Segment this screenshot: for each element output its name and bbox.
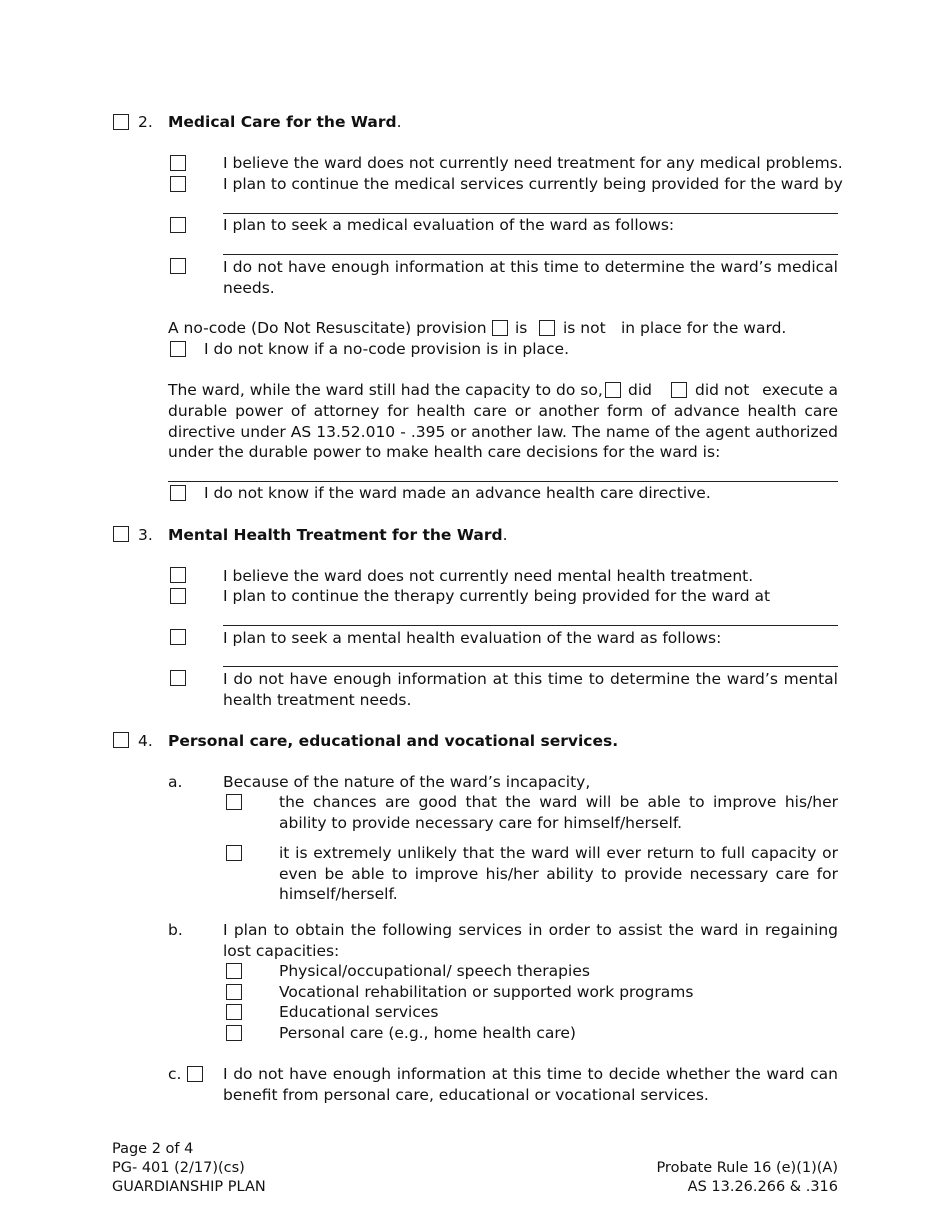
directive-unknown-label: I do not know if the ward made an advance health care directive. xyxy=(204,484,711,502)
service-therapies-checkbox[interactable] xyxy=(226,963,242,979)
service-vocational-checkbox[interactable] xyxy=(226,984,242,1000)
mental-evaluation-fill-line[interactable] xyxy=(223,666,838,667)
nocode-is-not-label: is not xyxy=(563,319,606,337)
medical-continue-label: I plan to continue the medical services currently being provided for the ward by xyxy=(223,175,843,193)
mental-no-treatment-checkbox[interactable] xyxy=(170,567,186,583)
section-2-checkbox[interactable] xyxy=(113,114,129,130)
section-4-number: 4. xyxy=(138,732,153,750)
medical-evaluation-checkbox[interactable] xyxy=(170,217,186,233)
medical-not-enough-label: I do not have enough information at this time to determine the ward’s medical needs. xyxy=(223,258,838,297)
item-c-text: I do not have enough information at this time to decide whether the ward can benefit from personal care, educational or vocational services. xyxy=(223,1065,838,1104)
section-3-number: 3. xyxy=(138,526,153,544)
agent-name-fill-line[interactable] xyxy=(168,481,838,482)
nocode-is-checkbox[interactable] xyxy=(492,320,508,336)
capacity-unlikely-label: it is extremely unlikely that the ward will ever return to full capacity or even be able to improve his/her ability to provide necessary care for himself/herself. xyxy=(279,844,838,903)
nocode-is-label: is xyxy=(515,319,528,337)
footer-form-id: PG- 401 (2/17)(cs) xyxy=(112,1160,245,1176)
medical-no-treatment-checkbox[interactable] xyxy=(170,155,186,171)
medical-not-enough-checkbox[interactable] xyxy=(170,258,186,274)
footer-form-title: GUARDIANSHIP PLAN xyxy=(112,1179,266,1195)
medical-no-treatment-label: I believe the ward does not currently need treatment for any medical problems. xyxy=(223,154,843,172)
section-4-checkbox[interactable] xyxy=(113,732,129,748)
footer-page-number: Page 2 of 4 xyxy=(112,1141,194,1157)
capacity-improve-checkbox[interactable] xyxy=(226,794,242,810)
section-3-title-period: . xyxy=(502,526,508,544)
nocode-suffix: in place for the ward. xyxy=(621,319,787,337)
footer-statute: AS 13.26.266 & .316 xyxy=(687,1179,838,1195)
medical-continue-checkbox[interactable] xyxy=(170,176,186,192)
service-educational-label: Educational services xyxy=(279,1003,439,1021)
nocode-unknown-label: I do not know if a no-code provision is in place. xyxy=(204,340,569,358)
item-b-label: b. xyxy=(168,921,183,939)
section-4-title: Personal care, educational and vocational services. xyxy=(168,732,619,750)
directive-did-not-checkbox[interactable] xyxy=(671,382,687,398)
directive-prefix: The ward, while the ward still had the capacity to do so, xyxy=(168,381,603,399)
section-3-title-text: Mental Health Treatment for the Ward xyxy=(168,526,503,544)
service-therapies-label: Physical/occupational/ speech therapies xyxy=(279,962,590,980)
section-2-title-text: Medical Care for the Ward xyxy=(168,113,397,131)
service-personal-care-checkbox[interactable] xyxy=(226,1025,242,1041)
medical-evaluation-label: I plan to seek a medical evaluation of the ward as follows: xyxy=(223,216,675,234)
directive-did-not-label: did not xyxy=(695,381,750,399)
item-a-intro: Because of the nature of the ward’s incapacity, xyxy=(223,773,591,791)
directive-did-checkbox[interactable] xyxy=(605,382,621,398)
mental-no-treatment-label: I believe the ward does not currently need mental health treatment. xyxy=(223,567,754,585)
medical-evaluation-fill-line[interactable] xyxy=(223,254,838,255)
capacity-improve-label: the chances are good that the ward will be able to improve his/her ability to provide necessary care for himself/herself. xyxy=(279,793,838,832)
service-vocational-label: Vocational rehabilitation or supported work programs xyxy=(279,983,694,1001)
section-2-title xyxy=(168,112,402,132)
capacity-unlikely-checkbox[interactable] xyxy=(226,845,242,861)
service-personal-care-label: Personal care (e.g., home health care) xyxy=(279,1024,576,1042)
mental-not-enough-label: I do not have enough information at this time to determine the ward’s mental health treatment needs. xyxy=(223,670,838,709)
mental-evaluation-checkbox[interactable] xyxy=(170,629,186,645)
mental-evaluation-label: I plan to seek a mental health evaluation of the ward as follows: xyxy=(223,629,722,647)
item-c-checkbox[interactable] xyxy=(187,1066,203,1082)
item-c-label: c. xyxy=(168,1065,182,1083)
nocode-is-not-checkbox[interactable] xyxy=(539,320,555,336)
mental-continue-fill-line[interactable] xyxy=(223,625,838,626)
section-2-title-period: . xyxy=(396,113,402,131)
nocode-unknown-checkbox[interactable] xyxy=(170,341,186,357)
mental-continue-checkbox[interactable] xyxy=(170,588,186,604)
item-a-label: a. xyxy=(168,773,183,791)
section-3-title xyxy=(168,525,508,545)
mental-continue-label: I plan to continue the therapy currently being provided for the ward at xyxy=(223,587,771,605)
directive-unknown-checkbox[interactable] xyxy=(170,485,186,501)
section-2-number: 2. xyxy=(138,113,153,131)
medical-continue-fill-line[interactable] xyxy=(223,213,838,214)
directive-line1-end: execute a xyxy=(762,381,838,399)
directive-did-label: did xyxy=(628,381,652,399)
section-3-checkbox[interactable] xyxy=(113,526,129,542)
directive-text: durable power of attorney for health care or another form of advance health care directive under AS 13.52.010 - .395 or another law. The name of the agent authorized under the durable power to make health care decisions for the ward is: xyxy=(168,402,838,461)
footer-rule: Probate Rule 16 (e)(1)(A) xyxy=(656,1160,838,1176)
item-b-intro: I plan to obtain the following services in order to assist the ward in regaining lost capacities: xyxy=(223,921,838,960)
nocode-prefix: A no-code (Do Not Resuscitate) provision xyxy=(168,319,487,337)
service-educational-checkbox[interactable] xyxy=(226,1004,242,1020)
mental-not-enough-checkbox[interactable] xyxy=(170,670,186,686)
